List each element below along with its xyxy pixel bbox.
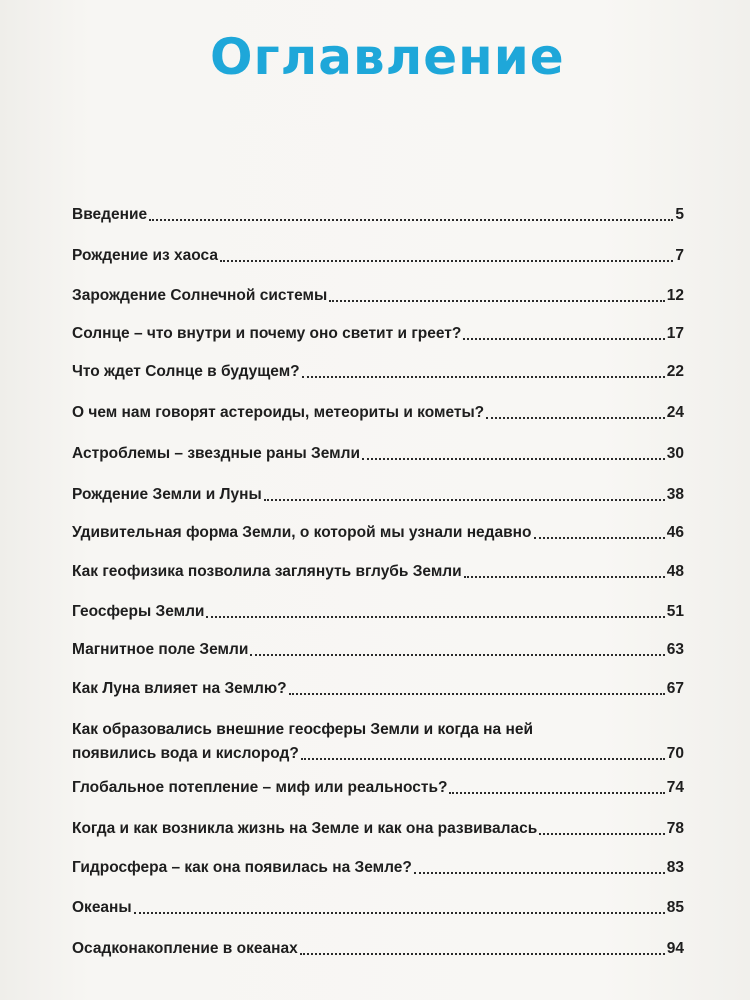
toc-entry-page: 7 (675, 247, 684, 264)
toc-entry[interactable] (72, 718, 684, 764)
toc-entry-page: 5 (675, 206, 684, 223)
toc-leader-dots (464, 575, 665, 578)
toc-entry-page: 85 (666, 899, 684, 916)
toc-entry[interactable] (72, 562, 684, 582)
toc-entry-page: 63 (666, 641, 684, 658)
toc-leader-dots (301, 757, 665, 760)
page-title: Оглавление (210, 28, 565, 86)
toc-entry[interactable] (72, 205, 684, 225)
toc-entry-page: 12 (666, 287, 684, 304)
toc-leader-dots (534, 536, 665, 539)
toc-entry-title: Магнитное поле Земли (72, 641, 249, 658)
toc-entry-title: Геосферы Земли (72, 603, 205, 620)
toc-entry-title-line2: появились вода и кислород? (72, 745, 299, 762)
toc-entry-title: Солнце – что внутри и почему оно светит и греет? (72, 325, 462, 342)
toc-leader-dots (539, 832, 665, 835)
toc-entry-page: 70 (666, 745, 684, 762)
toc-leader-dots (486, 416, 665, 419)
toc-entry-page: 51 (666, 603, 684, 620)
toc-entry[interactable] (72, 778, 684, 798)
toc-entry-title: Глобальное потепление – миф или реальность? (72, 779, 448, 796)
toc-entry[interactable] (72, 858, 684, 878)
toc-leader-dots (449, 791, 664, 794)
toc-entry[interactable] (72, 602, 684, 622)
toc-entry-title: Как геофизика позволила заглянуть вглубь Земли (72, 563, 462, 580)
toc-leader-dots (264, 498, 665, 501)
toc-entry[interactable] (72, 246, 684, 266)
toc-entry-title: Осадконакопление в океанах (72, 940, 298, 957)
toc-entry-title: Как Луна влияет на Землю? (72, 680, 287, 697)
toc-leader-dots (250, 653, 664, 656)
toc-entry[interactable] (72, 444, 684, 464)
toc-entry-page: 78 (666, 820, 684, 837)
toc-entry[interactable] (72, 679, 684, 699)
toc-leader-dots (300, 952, 665, 955)
toc-entry-title: Рождение из хаоса (72, 247, 218, 264)
toc-leader-dots (463, 337, 664, 340)
toc-leader-dots (414, 871, 665, 874)
toc-leader-dots (302, 375, 665, 378)
toc-entry-page: 22 (666, 363, 684, 380)
toc-entry-title: Гидросфера – как она появилась на Земле? (72, 859, 412, 876)
toc-entry-page: 74 (666, 779, 684, 796)
toc-entry-title: Астроблемы – звездные раны Земли (72, 445, 360, 462)
toc-entry-title: Океаны (72, 899, 132, 916)
toc-entry-page: 67 (666, 680, 684, 697)
toc-entry[interactable] (72, 523, 684, 543)
toc-entry-title: Когда и как возникла жизнь на Земле и как она развивалась (72, 820, 538, 837)
toc-entry-page: 24 (666, 404, 684, 421)
toc-entry[interactable] (72, 286, 684, 306)
toc-entry-line2 (72, 744, 684, 764)
toc-leader-dots (220, 259, 673, 262)
toc-leader-dots (289, 692, 665, 695)
toc-entry-page: 48 (666, 563, 684, 580)
toc-leader-dots (206, 615, 664, 618)
toc-entry[interactable] (72, 403, 684, 423)
toc-entry[interactable] (72, 819, 684, 839)
toc-entry-title: О чем нам говорят астероиды, метеориты и кометы? (72, 404, 485, 421)
toc-entry-page: 38 (666, 486, 684, 503)
toc-leader-dots (362, 457, 665, 460)
toc-entry-title-line1: Как образовались внешние геосферы Земли и когда на ней (72, 721, 533, 738)
toc-entry[interactable] (72, 640, 684, 660)
toc-entry-title: Удивительная форма Земли, о которой мы узнали недавно (72, 524, 532, 541)
toc-entry-page: 17 (666, 325, 684, 342)
toc-entry-page: 30 (666, 445, 684, 462)
toc-entry-page: 83 (666, 859, 684, 876)
toc-leader-dots (134, 911, 665, 914)
toc-entry-title: Зарождение Солнечной системы (72, 287, 328, 304)
toc-entry[interactable] (72, 324, 684, 344)
toc-entry[interactable] (72, 362, 684, 382)
toc-entry[interactable] (72, 485, 684, 505)
toc-entry-page: 94 (666, 940, 684, 957)
toc-entry-title: Что ждет Солнце в будущем? (72, 363, 300, 380)
toc-entry[interactable] (72, 898, 684, 918)
toc-entry-title: Введение (72, 206, 148, 223)
toc-entry-page: 46 (666, 524, 684, 541)
toc-entry-title: Рождение Земли и Луны (72, 486, 262, 503)
toc-leader-dots (149, 218, 673, 221)
toc-entry[interactable] (72, 939, 684, 959)
toc-leader-dots (329, 299, 665, 302)
